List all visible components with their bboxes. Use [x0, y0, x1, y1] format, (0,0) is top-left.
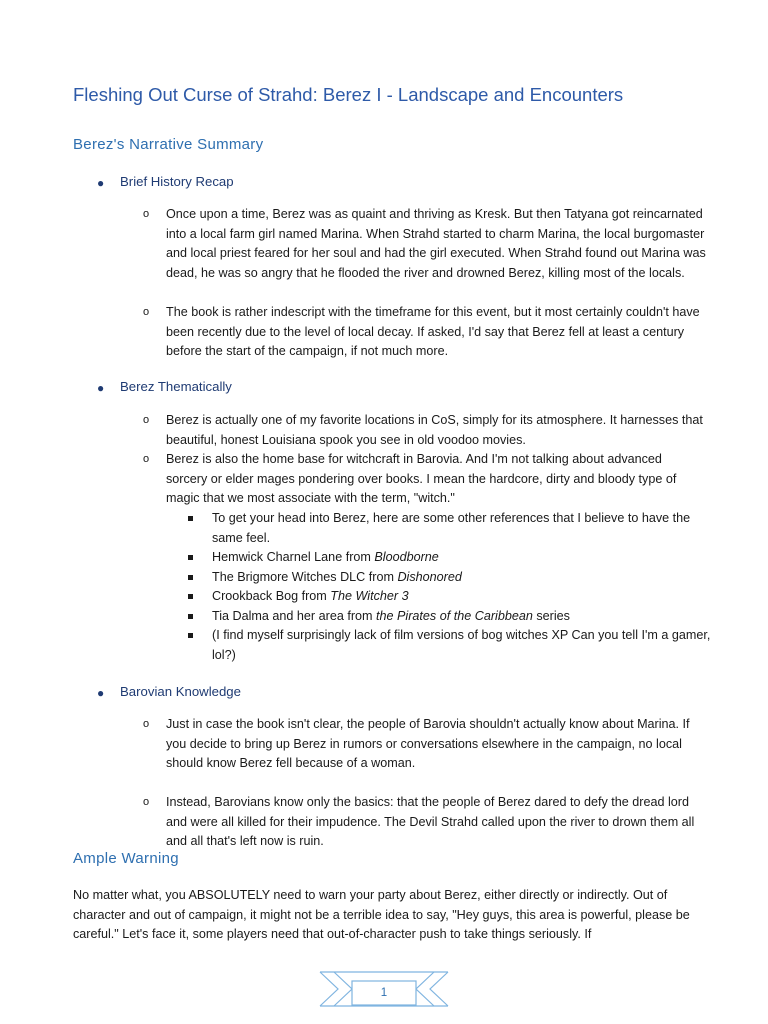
warning-paragraph: No matter what, you ABSOLUTELY need to warn your party about Berez, either directly or indirectly. Out of character and out of campaign, it might not be a terrible idea to say, "Hey guys, this area is powerful, please be careful." Let's face it, some players need that out-of-character push to take things seriously. If	[73, 888, 690, 942]
thematic-item-2: Berez is also the home base for witchcraft in Barovia. And I'm not talking about advanced sorcery or elder mages pondering over books. I mean the hardcore, dirty and bloody type of magic that we most associate with the term, "witch."	[166, 452, 677, 506]
section-heading-narrative-summary: Berez's Narrative Summary	[73, 136, 264, 153]
reference-text: The Brigmore Witches DLC from	[212, 570, 398, 584]
list-heading-history: Brief History Recap	[120, 174, 234, 189]
reference-text: Hemwick Charnel Lane from	[212, 550, 375, 564]
square-bullet	[188, 614, 193, 619]
page-number: 1	[380, 987, 388, 999]
reference-title: The Witcher 3	[330, 589, 409, 603]
square-bullet	[188, 594, 193, 599]
reference-title: Bloodborne	[374, 550, 439, 564]
bullet-dot: ●	[97, 381, 105, 395]
reference-suffix: series	[532, 609, 570, 623]
reference-item	[212, 626, 712, 665]
circle-bullet: o	[143, 208, 150, 220]
reference-item	[212, 587, 712, 607]
reference-text: Tia Dalma and her area from	[212, 609, 377, 623]
circle-bullet: o	[143, 796, 150, 808]
circle-bullet: o	[143, 306, 150, 318]
bullet-dot: ●	[97, 686, 105, 700]
circle-bullet: o	[143, 718, 150, 730]
circle-bullet: o	[143, 453, 150, 465]
reference-item	[212, 607, 712, 627]
list-heading-knowledge: Barovian Knowledge	[120, 684, 241, 699]
circle-bullet: o	[143, 414, 150, 426]
list-heading-thematic: Berez Thematically	[120, 379, 232, 394]
thematic-item-1: Berez is actually one of my favorite locations in CoS, simply for its atmosphere. It harnesses that beautiful, honest Louisiana spook you see in old voodoo movies.	[166, 413, 703, 447]
section-heading-ample-warning: Ample Warning	[73, 850, 179, 867]
history-item-2: The book is rather indescript with the timeframe for this event, but it most certainly couldn't have been recently due to the level of local decay. If asked, I'd say that Berez fell at least a century before the start of the campaign, if not much more.	[166, 305, 700, 359]
reference-item	[212, 548, 712, 568]
reference-item	[212, 509, 712, 548]
knowledge-item-2: Instead, Barovians know only the basics: that the people of Berez dared to defy the dread lord and were all killed for their impudence. The Devil Strahd called upon the river to drown them all and all that's left now is ruin.	[166, 795, 695, 849]
square-bullet	[188, 555, 193, 560]
square-bullet	[188, 575, 193, 580]
bullet-dot: ●	[97, 176, 105, 190]
reference-text: (I find myself surprisingly lack of film versions of bog witches XP Can you tell I'm a gamer, lol?)	[212, 628, 711, 662]
knowledge-item-1: Just in case the book isn't clear, the people of Barovia shouldn't actually know about Marina. If you decide to bring up Berez in rumors or conversations elsewhere in the campaign, no local should know Berez fell because of a woman.	[166, 717, 690, 771]
reference-text: Crookback Bog from	[212, 589, 331, 603]
reference-item	[212, 568, 712, 588]
reference-text: To get your head into Berez, here are some other references that I believe to have the same feel.	[212, 511, 691, 545]
document-title: Fleshing Out Curse of Strahd: Berez I - Landscape and Encounters	[73, 84, 624, 105]
history-item-1: Once upon a time, Berez was as quaint and thriving as Kresk. But then Tatyana got reincarnated into a local farm girl named Marina. When Strahd started to charm Marina, the local burgomaster and local priest feared for her soul and had the girl executed. When Strahd found out Marina was dead, he was so angry that he flooded the river and drowned Berez, killing most of the locals.	[166, 207, 706, 280]
square-bullet	[188, 633, 193, 638]
square-bullet	[188, 516, 193, 521]
reference-title: Dishonored	[397, 570, 462, 584]
reference-title: the Pirates of the Caribbean	[376, 609, 533, 623]
